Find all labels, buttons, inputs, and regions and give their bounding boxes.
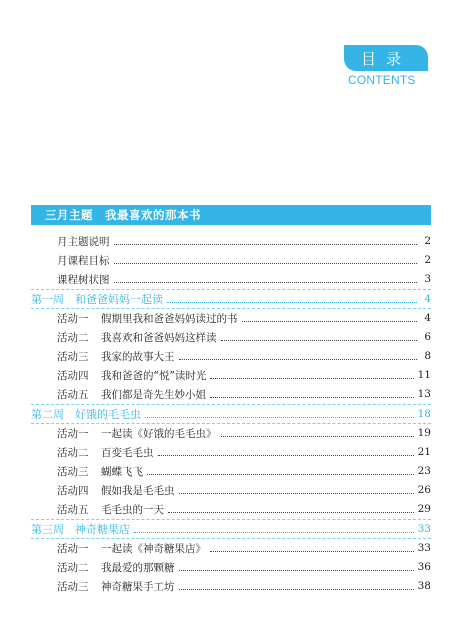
activity-number: 活动二 (57, 331, 89, 344)
toc-activity[interactable] (57, 424, 431, 442)
toc-entry-label: 月课程目标 (57, 254, 110, 267)
leader-dots (145, 416, 414, 418)
toc-activity[interactable] (57, 500, 431, 518)
toc-entry-label: 月主题说明 (57, 235, 110, 248)
toc-activity[interactable] (57, 347, 431, 365)
activity-page: 29 (417, 503, 431, 515)
toc-activity[interactable] (57, 481, 431, 499)
activity-number: 活动四 (57, 369, 89, 382)
toc-week-page: 18 (417, 408, 431, 420)
activity-page: 33 (417, 542, 431, 554)
activity-title: 神奇糖果手工坊 (101, 580, 175, 593)
toc-week-page: 33 (417, 523, 431, 535)
leader-dots (210, 396, 414, 398)
toc-entry[interactable] (57, 232, 431, 250)
activity-page: 38 (417, 580, 431, 592)
activity-title: 我喜欢和爸爸妈妈这样读 (101, 331, 217, 344)
activity-number: 活动一 (57, 427, 89, 440)
activity-title: 我最爱的那颗糖 (101, 561, 175, 574)
activity-number: 活动二 (57, 561, 89, 574)
leader-dots (114, 262, 418, 264)
month-theme-label: 三月主题 我最喜欢的那本书 (45, 208, 201, 222)
activity-page: 4 (424, 312, 431, 324)
leader-dots (179, 358, 418, 360)
toc-activity[interactable] (57, 577, 431, 595)
activity-title: 百变毛毛虫 (101, 446, 154, 459)
activity-page: 19 (417, 427, 431, 439)
activity-title: 我和爸爸的“悦”读时光 (101, 369, 207, 382)
toc-entry-label: 课程树状图 (57, 273, 110, 286)
toc-activity[interactable] (57, 385, 431, 403)
leader-dots (221, 435, 414, 437)
toc-activity[interactable] (57, 366, 431, 384)
leader-dots (210, 377, 413, 379)
toc-activity[interactable] (57, 539, 431, 557)
leader-dots (242, 320, 418, 322)
leader-dots (179, 588, 414, 590)
activity-number: 活动二 (57, 446, 89, 459)
activity-title: 毛毛虫的一天 (101, 503, 164, 516)
activity-title: 我家的故事大王 (101, 350, 175, 363)
toc-entry[interactable] (57, 251, 431, 269)
toc-activity[interactable] (57, 328, 431, 346)
activity-title: 假期里我和爸爸妈妈读过的书 (101, 312, 238, 325)
activity-title: 我们都是奇先生妙小姐 (101, 388, 206, 401)
activity-page: 6 (424, 331, 431, 343)
toc-week-label: 第二周 好饿的毛毛虫 (31, 408, 141, 421)
leader-dots (168, 511, 414, 513)
toc-week-page: 4 (424, 293, 431, 305)
leader-dots (134, 531, 414, 533)
leader-dots (147, 473, 414, 475)
activity-page: 13 (417, 388, 431, 400)
activity-page: 8 (424, 350, 431, 362)
toc-entry-page: 2 (424, 235, 431, 247)
leader-dots (114, 243, 418, 245)
toc-entry-page: 3 (424, 273, 431, 285)
activity-title: 一起读《神奇糖果店》 (101, 542, 206, 555)
activity-title: 一起读《好饿的毛毛虫》 (101, 427, 217, 440)
activity-number: 活动三 (57, 580, 89, 593)
activity-number: 活动一 (57, 542, 89, 555)
toc-week-entry[interactable] (31, 520, 431, 538)
activity-page: 26 (417, 484, 431, 496)
activity-number: 活动一 (57, 312, 89, 325)
leader-dots (114, 281, 418, 283)
toc-week-entry[interactable] (31, 405, 431, 423)
toc-activity[interactable] (57, 462, 431, 480)
contents-title: 目录 (360, 49, 411, 68)
leader-dots (210, 550, 414, 552)
toc-week-label: 第一周 和爸爸妈妈一起读 (31, 293, 163, 306)
activity-page: 36 (417, 561, 431, 573)
activity-number: 活动四 (57, 484, 89, 497)
toc-week-entry[interactable] (31, 290, 431, 308)
contents-subtitle: CONTENTS (348, 73, 416, 87)
activity-number: 活动五 (57, 388, 89, 401)
activity-title: 蝴蝶飞飞 (101, 465, 143, 478)
activity-page: 23 (417, 465, 431, 477)
toc-entry-page: 2 (424, 254, 431, 266)
activity-number: 活动三 (57, 465, 89, 478)
toc-activity[interactable] (57, 558, 431, 576)
toc-week-label: 第三周 神奇糖果店 (31, 523, 130, 536)
toc-activity[interactable] (57, 309, 431, 327)
leader-dots (179, 569, 414, 571)
activity-page: 11 (417, 369, 431, 381)
leader-dots (158, 454, 414, 456)
leader-dots (221, 339, 418, 341)
activity-title: 假如我是毛毛虫 (101, 484, 175, 497)
leader-dots (179, 492, 414, 494)
leader-dots (167, 301, 417, 303)
activity-page: 21 (417, 446, 431, 458)
activity-number: 活动五 (57, 503, 89, 516)
toc-entry[interactable] (57, 270, 431, 288)
activity-number: 活动三 (57, 350, 89, 363)
toc-activity[interactable] (57, 443, 431, 461)
